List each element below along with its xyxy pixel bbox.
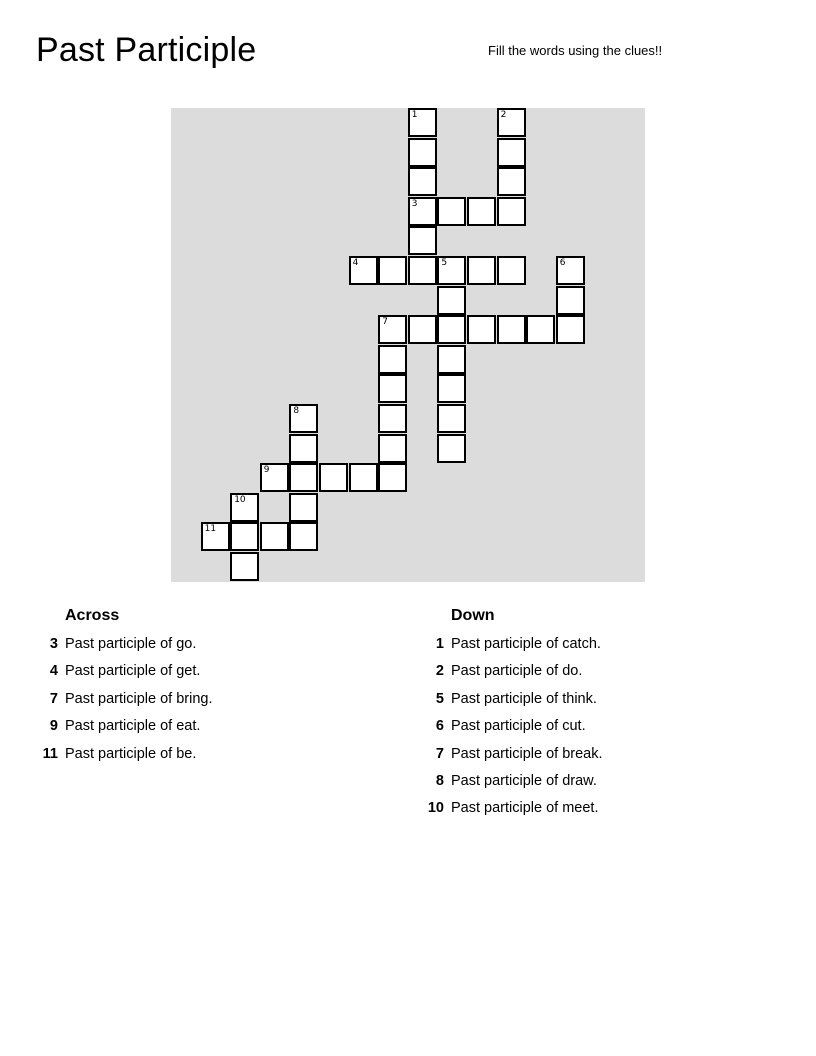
clue-number: 10 (427, 800, 444, 817)
crossword-cell[interactable] (378, 345, 407, 374)
down-clue (416, 746, 603, 773)
across-clue (30, 718, 213, 745)
crossword-grid (171, 108, 645, 582)
crossword-cell[interactable] (201, 522, 230, 551)
crossword-cell[interactable] (378, 374, 407, 403)
clue-text: Past participle of draw. (451, 772, 597, 789)
crossword-cell[interactable] (437, 404, 466, 433)
crossword-cell[interactable] (289, 493, 318, 522)
clue-number: 7 (435, 745, 444, 762)
crossword-cell[interactable] (230, 552, 259, 581)
crossword-cell[interactable] (526, 315, 555, 344)
clue-number: 8 (435, 772, 444, 789)
clue-text: Past participle of get. (65, 663, 201, 680)
cell-number: 8 (293, 406, 300, 416)
clue-text: Past participle of eat. (65, 718, 201, 735)
crossword-cell[interactable] (289, 434, 318, 463)
down-clue (416, 691, 603, 718)
crossword-cell[interactable] (556, 286, 585, 315)
crossword-cell[interactable] (497, 138, 526, 167)
crossword-cell[interactable] (408, 315, 437, 344)
clue-text: Past participle of catch. (451, 636, 601, 652)
clue-text: Past participle of go. (65, 636, 197, 652)
clue-number: 11 (42, 745, 58, 762)
cell-number: 4 (352, 258, 359, 268)
crossword-cell[interactable] (437, 286, 466, 315)
crossword-cell[interactable] (408, 197, 437, 226)
crossword-cell[interactable] (437, 315, 466, 344)
crossword-cell[interactable] (349, 256, 378, 285)
crossword-cell[interactable] (408, 256, 437, 285)
crossword-cell[interactable] (437, 197, 466, 226)
crossword-cell[interactable] (437, 256, 466, 285)
crossword-cell[interactable] (497, 256, 526, 285)
down-clue (416, 636, 603, 663)
crossword-cell[interactable] (408, 226, 437, 255)
crossword-cell[interactable] (289, 522, 318, 551)
crossword-cell[interactable] (378, 463, 407, 492)
clue-number: 7 (49, 690, 58, 707)
crossword-cell[interactable] (378, 315, 407, 344)
clue-number: 3 (49, 636, 58, 652)
crossword-cell[interactable] (349, 463, 378, 492)
crossword-cell[interactable] (408, 167, 437, 196)
crossword-cell[interactable] (260, 463, 289, 492)
crossword-cell[interactable] (556, 256, 585, 285)
down-clue (416, 663, 603, 690)
crossword-cell[interactable] (437, 374, 466, 403)
clue-text: Past participle of be. (65, 745, 197, 762)
down-clue (416, 718, 603, 745)
instructions-text: Fill the words using the clues!! (488, 43, 663, 58)
clue-number: 2 (435, 663, 444, 680)
across-clue (30, 691, 213, 718)
clue-text: Past participle of cut. (451, 718, 586, 735)
crossword-cell[interactable] (260, 522, 289, 551)
crossword-cell[interactable] (378, 434, 407, 463)
clue-text: Past participle of break. (451, 745, 603, 762)
clue-text: Past participle of think. (451, 690, 597, 707)
crossword-cell[interactable] (378, 404, 407, 433)
clue-number: 9 (49, 718, 58, 735)
across-clue (30, 636, 213, 663)
cell-number: 6 (559, 258, 566, 268)
clue-number: 5 (435, 690, 444, 707)
crossword-cell[interactable] (497, 197, 526, 226)
clue-number: 1 (435, 636, 444, 652)
clue-number: 6 (435, 718, 444, 735)
down-heading: Down (451, 607, 495, 624)
down-clue (416, 773, 603, 800)
clue-text: Past participle of bring. (65, 690, 213, 707)
cell-number: 1 (411, 110, 418, 120)
crossword-cell[interactable] (230, 522, 259, 551)
crossword-cell[interactable] (408, 138, 437, 167)
crossword-cell[interactable] (230, 493, 259, 522)
crossword-cell[interactable] (497, 108, 526, 137)
down-clue-list (416, 636, 603, 828)
across-clue (30, 663, 213, 690)
clue-text: Past participle of do. (451, 663, 583, 680)
page-title: Past Participle (36, 31, 257, 69)
cell-number: 11 (204, 524, 217, 535)
crossword-cell[interactable] (289, 404, 318, 433)
down-clue (416, 800, 603, 827)
across-heading: Across (65, 607, 120, 624)
crossword-cell[interactable] (467, 197, 496, 226)
clue-text: Past participle of meet. (451, 800, 599, 817)
across-clue-list (30, 636, 213, 773)
cell-number: 9 (263, 465, 270, 476)
clue-number: 4 (49, 663, 58, 680)
crossword-cell[interactable] (437, 345, 466, 374)
cell-number: 7 (382, 317, 388, 328)
crossword-cell[interactable] (467, 256, 496, 285)
crossword-cell[interactable] (467, 315, 496, 344)
crossword-cell[interactable] (437, 434, 466, 463)
crossword-cell[interactable] (319, 463, 348, 492)
cell-number: 10 (234, 494, 246, 505)
crossword-cell[interactable] (378, 256, 407, 285)
crossword-cell[interactable] (289, 463, 318, 492)
crossword-cell[interactable] (408, 108, 437, 137)
crossword-cell[interactable] (556, 315, 585, 344)
cell-number: 3 (411, 198, 418, 209)
crossword-cell[interactable] (497, 315, 526, 344)
crossword-cell[interactable] (497, 167, 526, 196)
across-clue (30, 746, 213, 773)
cell-number: 2 (500, 110, 507, 120)
cell-number: 5 (441, 258, 448, 268)
